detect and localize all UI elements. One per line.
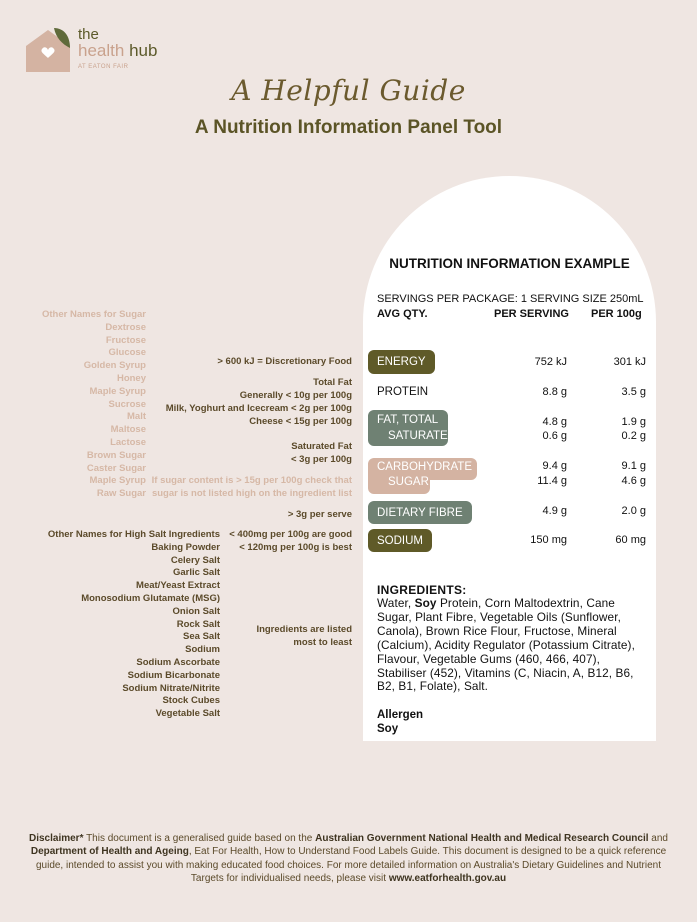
allergen-title: Allergen: [377, 709, 424, 721]
servings-line: SERVINGS PER PACKAGE: 1 SERVING SIZE 250mL: [377, 293, 644, 305]
list-item: Celery Salt: [170, 554, 220, 566]
guidance-notes: [140, 0, 352, 922]
list-item: Golden Syrup: [83, 360, 146, 372]
sugar-per-serving: 11.4 g: [537, 475, 567, 487]
list-item: Honey: [116, 372, 146, 384]
header-per-100g: PER 100g: [591, 308, 642, 320]
energy-label: ENERGY: [368, 350, 435, 374]
list-item: Sodium Ascorbate: [136, 656, 220, 668]
sodium-note: < 120mg per 100g is best: [239, 542, 352, 553]
saturated-per-100g: 0.2 g: [621, 430, 646, 442]
list-item: Vegetable Salt: [155, 708, 220, 720]
saturated-label: SATURATED: [388, 430, 456, 442]
protein-per-serving: 8.8 g: [542, 386, 567, 398]
nutrition-panel: [363, 176, 656, 741]
fat-per-100g: 1.9 g: [621, 416, 646, 428]
sugar-label: SUGAR: [388, 476, 429, 488]
list-item: Maple Syrup: [89, 475, 146, 487]
sugar-per-100g: 4.6 g: [621, 475, 646, 487]
ingredients-soy: Soy: [414, 596, 437, 610]
logo-health: health: [78, 41, 125, 60]
disclaimer-text: , Eat For Health, How to Understand Food Labels Guide. This document is designed to be a quick reference guide, intended to assist you with making educated food choices. For more detailed information on Australia's Dietary Guidelines and Nutrient Targets for individualised needs, please visit: [35, 846, 667, 885]
saturated-note-title: Saturated Fat: [291, 441, 352, 452]
list-item: Caster Sugar: [86, 462, 146, 474]
list-item: Meat/Yeast Extract: [136, 580, 220, 592]
sodium-label: SODIUM: [368, 529, 432, 552]
disclaimer-dept: Department of Health and Ageing: [30, 846, 189, 858]
protein-per-100g: 3.5 g: [621, 386, 646, 398]
carb-per-serving: 9.4 g: [542, 460, 567, 472]
list-item: Glucose: [108, 347, 146, 359]
header-avg-qty: AVG QTY.: [377, 308, 428, 320]
sodium-per-100g: 60 mg: [615, 534, 646, 546]
list-item: Monosodium Glutamate (MSG): [81, 592, 220, 604]
fat-note-title: Total Fat: [313, 377, 352, 388]
panel-title: NUTRITION INFORMATION EXAMPLE: [389, 256, 630, 271]
ingredients-text-start: Water,: [377, 596, 415, 610]
list-item: Raw Sugar: [96, 488, 146, 500]
list-item: Sodium: [185, 644, 220, 656]
list-item: Other Names for High Salt Ingredients: [47, 529, 220, 540]
list-item: Fructose: [105, 334, 146, 346]
allergen-value: Soy: [377, 723, 399, 735]
sugar-note: sugar is not listed high on the ingredient list: [151, 488, 352, 499]
sodium-per-serving: 150 mg: [530, 534, 567, 546]
house-heart-icon: [24, 26, 72, 74]
list-item: Lactose: [110, 436, 146, 448]
fat-note: Generally < 10g per 100g: [239, 390, 352, 401]
list-item: Sodium Nitrate/Nitrite: [122, 682, 220, 694]
saturated-note: < 3g per 100g: [291, 454, 352, 465]
fat-note: Milk, Yoghurt and Icecream < 2g per 100g: [165, 403, 352, 414]
fat-total-label: FAT, TOTAL: [377, 414, 439, 426]
page-title: A Nutrition Information Panel Tool: [194, 117, 503, 138]
disclaimer-nhmrc: Australian Government National Health and Medical Research Council: [315, 833, 649, 844]
protein-label: PROTEIN: [377, 386, 429, 398]
sodium-note: < 400mg per 100g are good: [229, 529, 352, 540]
fibre-note: > 3g per serve: [287, 509, 352, 520]
list-item: Onion Salt: [172, 605, 220, 617]
list-item: Maltose: [110, 424, 146, 436]
ingredients-text: [377, 597, 647, 694]
header-per-serving: PER SERVING: [494, 308, 569, 320]
script-title: A Helpful Guide: [231, 74, 466, 107]
ingredients-note: Ingredients are listed: [256, 624, 352, 635]
sugar-note: If sugar content is > 15g per 100g check that: [151, 475, 352, 486]
list-item: Brown Sugar: [86, 449, 146, 461]
list-item: Garlic Salt: [173, 567, 220, 579]
carbohydrate-label: CARBOHYDRATE: [377, 461, 472, 473]
fibre-per-100g: 2.0 g: [621, 505, 646, 517]
sugar-names-list: [20, 309, 146, 501]
disclaimer-text: and: [648, 833, 668, 844]
carb-per-100g: 9.1 g: [621, 460, 646, 472]
logo-hub: hub: [129, 41, 158, 60]
logo-the: the: [78, 26, 99, 43]
energy-note: > 600 kJ = Discretionary Food: [217, 356, 352, 367]
disclaimer-text: This document is a generalised guide based on the: [83, 833, 316, 844]
list-item: Stock Cubes: [162, 695, 220, 707]
list-item: Baking Powder: [151, 541, 220, 553]
logo-subtitle: AT EATON FAIR: [78, 64, 129, 70]
list-item: Dextrose: [105, 321, 146, 333]
list-item: Other Names for Sugar: [42, 309, 146, 320]
disclaimer-label: Disclaimer*: [28, 833, 84, 844]
fibre-label: DIETARY FIBRE: [368, 501, 472, 524]
saturated-per-serving: 0.6 g: [542, 430, 567, 442]
ingredients-text-rest: Protein, Corn Maltodextrin, Cane Sugar, Plant Fibre, Vegetable Oils (Sunflower, Canola), Brown Rice Flour, Fructose, Mineral (Calcium), Acidity Regulator (Potassium Citrate), Flavour, Vegetable Gums (460, 466, 407), Stabiliser (452), Vitamins (C, Niacin, A, B12, B6, B2, B1, Folate), Salt.: [377, 596, 635, 694]
ingredients-title: INGREDIENTS:: [377, 583, 467, 597]
list-item: Sea Salt: [183, 631, 220, 643]
list-item: Sodium Bicarbonate: [127, 669, 220, 681]
disclaimer-link[interactable]: www.eatforhealth.gov.au: [388, 873, 507, 885]
fat-note: Cheese < 15g per 100g: [249, 416, 352, 427]
list-item: Malt: [127, 411, 146, 423]
disclaimer: [26, 832, 671, 886]
energy-per-serving: 752 kJ: [534, 356, 567, 368]
list-item: Sucrose: [108, 398, 146, 410]
ingredients-note: most to least: [293, 637, 352, 648]
list-item: Maple Syrup: [89, 385, 146, 397]
energy-per-100g: 301 kJ: [613, 356, 646, 368]
fibre-per-serving: 4.9 g: [542, 505, 567, 517]
list-item: Rock Salt: [176, 618, 220, 630]
fat-per-serving: 4.8 g: [542, 416, 567, 428]
